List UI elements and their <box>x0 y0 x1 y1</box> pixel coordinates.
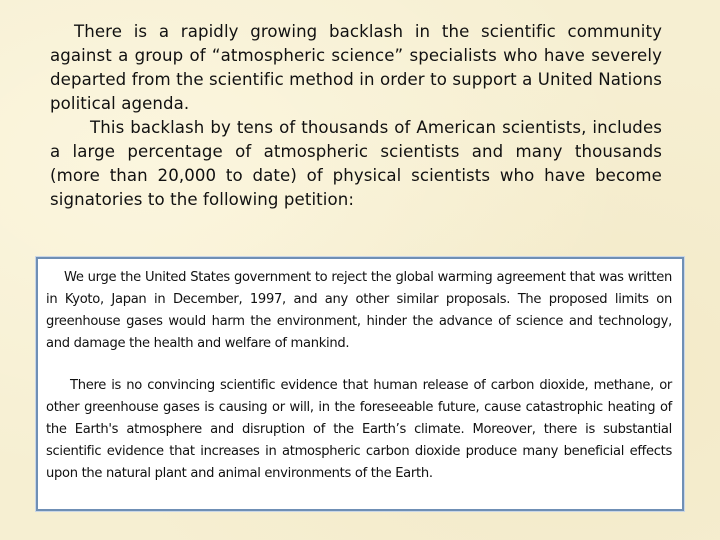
petition-paragraph-1: We urge the United States government to reject the global warming agreement that was written in Kyoto, Japan in December, 1997, and any other similar proposals. The proposed limits on greenhouse gases would harm the environment, hinder the advance of science and technology, and damage the health and welfare of mankind. <box>46 270 672 351</box>
intro-paragraph-1: There is a rapidly growing backlash in the scientific community against a group of “atmospheric science” specialists who have severely departed from the scientific method in order to support a United Nations political agenda. <box>50 22 662 113</box>
intro-text <box>50 20 662 212</box>
petition-paragraph-2: There is no convincing scientific evidence that human release of carbon dioxide, methane, or other greenhouse gases is causing or will, in the foreseeable future, cause catastrophic heating of the Earth's atmosphere and disruption of the Earth’s climate. Moreover, there is substantial scientific evidence that increases in atmospheric carbon dioxide produce many beneficial effects upon the natural plant and animal environments of the Earth. <box>46 378 672 481</box>
intro-paragraph-2: This backlash by tens of thousands of American scientists, includes a large percentage of atmospheric scientists and many thousands (more than 20,000 to date) of physical scientists who have become signatories to the following petition: <box>50 118 662 209</box>
petition-box <box>36 257 684 511</box>
